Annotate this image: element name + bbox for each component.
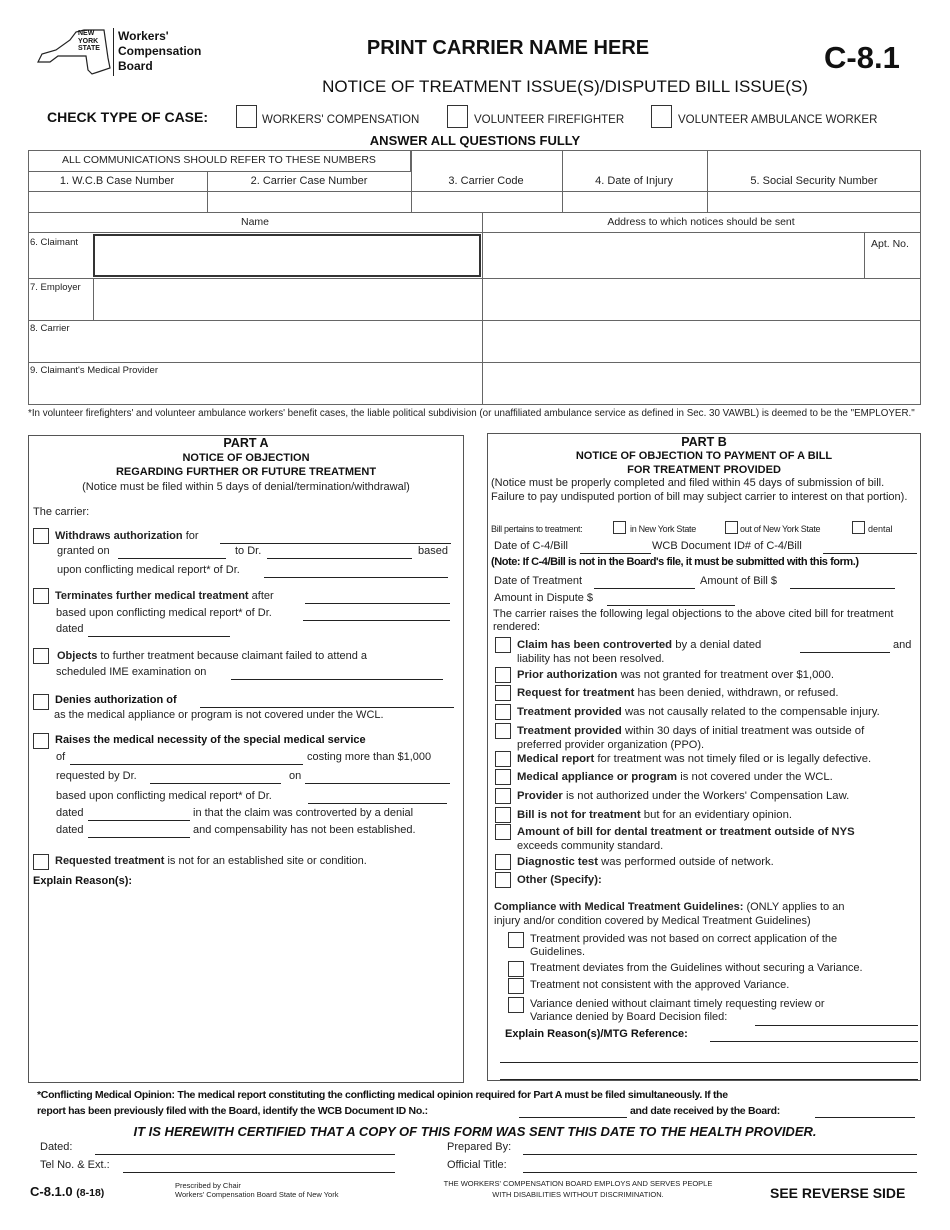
- objection-label: Prior authorization: [517, 669, 618, 681]
- service-field[interactable]: [70, 764, 303, 765]
- explain-field-1[interactable]: [710, 1041, 918, 1042]
- address-header: Address to which notices should be sent: [607, 216, 795, 228]
- part-a-subtitle-1: NOTICE OF OBJECTION: [182, 452, 310, 464]
- objection-rest: is not authorized under the Workers' Compensation Law.: [565, 790, 850, 802]
- certification-statement: IT IS HEREWITH CERTIFIED THAT A COPY OF THIS FORM WAS SENT THIS DATE TO THE HEALTH PROVIDER.: [133, 1124, 817, 1139]
- objection-label: Medical report: [517, 753, 595, 765]
- objection-label: Claim has been controverted: [517, 639, 673, 651]
- part-b-notice: (Notice must be properly completed and filed within 45 days of submission of bill. Failure to pay undisputed portion of bill may subject carrier to interest on that portion).: [491, 477, 908, 503]
- part-a-explain-label: Explain Reason(s):: [33, 875, 133, 887]
- necessity-dated-field-2[interactable]: [88, 837, 190, 838]
- part-b-subtitle-2: FOR TREATMENT PROVIDED: [627, 464, 781, 476]
- objection-rest: was performed outside of network.: [601, 856, 774, 868]
- terminates-dated-label: dated: [56, 623, 84, 635]
- provider-label: 9. Claimant's Medical Provider: [30, 365, 158, 376]
- objection-rest: has been denied, withdrawn, or refused.: [637, 687, 839, 699]
- mtg-checkbox[interactable]: [508, 978, 524, 994]
- employer-name-field[interactable]: [93, 278, 483, 321]
- necessity-dated-label-2: dated: [56, 824, 84, 836]
- requested-treatment-checkbox[interactable]: [33, 854, 49, 870]
- objection-label: Treatment provided: [517, 725, 622, 737]
- requested-by-label: requested by Dr.: [56, 770, 137, 782]
- prescribed-line-1: Prescribed by Chair: [175, 1181, 241, 1190]
- tel-field[interactable]: [123, 1172, 395, 1173]
- denies-field[interactable]: [200, 707, 454, 708]
- terminates-dated-field[interactable]: [88, 636, 230, 637]
- apt-label: Apt. No.: [871, 238, 909, 250]
- pertains-out-of-nys-checkbox[interactable]: [725, 521, 738, 534]
- carrier-name[interactable]: PRINT CARRIER NAME HERE: [366, 37, 650, 59]
- objection-checkbox[interactable]: [495, 751, 511, 767]
- pertains-label: Bill pertains to treatment:: [491, 524, 583, 534]
- mtg-item-label: Treatment not consistent with the approved Variance.: [530, 979, 790, 991]
- objection-rest: within 30 days of initial treatment was outside of: [624, 725, 865, 737]
- form-number: C-8.1: [824, 40, 900, 75]
- part-b-title: PART B: [681, 435, 727, 449]
- objection-line-2: preferred provider organization (PPO).: [517, 739, 705, 751]
- mtg-heading: Compliance with Medical Treatment Guidelines:: [494, 901, 744, 913]
- conflicting-opinion-text-2: report has been previously filed with the Board, identify the WCB Document ID No.:: [37, 1105, 428, 1117]
- case-type-firefighter-label: VOLUNTEER FIREFIGHTER: [474, 114, 625, 126]
- pertains-out-of-nys-label: out of New York State: [740, 524, 821, 534]
- case-type-ambulance-label: VOLUNTEER AMBULANCE WORKER: [678, 114, 878, 126]
- objection-checkbox[interactable]: [495, 667, 511, 683]
- col-carrier-code: 3. Carrier Code: [448, 175, 524, 187]
- objection-checkbox[interactable]: [495, 788, 511, 804]
- objection-rest: was not causally related to the compensable injury.: [624, 706, 880, 718]
- objection-label: Medical appliance or program: [517, 771, 678, 783]
- logo-line-3: Board: [118, 59, 153, 73]
- official-title-field[interactable]: [523, 1172, 917, 1173]
- objections-intro: The carrier raises the following legal objections to the above cited bill for treatment rendered:: [493, 608, 894, 633]
- controverted-label: in that the claim was controverted by a denial: [193, 807, 414, 819]
- conflicting-opinion-text: *Conflicting Medical Opinion: The medical report constituting the conflicting medical opinion required for Part A must be filed simultaneously. If the: [37, 1089, 728, 1101]
- to-dr-label: to Dr.: [235, 545, 262, 557]
- objects-label: Objects: [57, 650, 98, 662]
- date-c4-label: Date of C-4/Bill: [494, 540, 568, 552]
- date-received-field[interactable]: [815, 1117, 915, 1118]
- objection-label: Request for treatment: [517, 687, 635, 699]
- requested-on-field[interactable]: [305, 783, 450, 784]
- mtg-checkbox[interactable]: [508, 997, 524, 1013]
- case-type-firefighter-checkbox[interactable]: [447, 105, 468, 128]
- objects-rest: to further treatment because claimant failed to attend a: [100, 650, 368, 662]
- wcb-doc-id-field[interactable]: [519, 1117, 627, 1118]
- granted-on-field[interactable]: [118, 558, 226, 559]
- necessity-dated-label-1: dated: [56, 807, 84, 819]
- necessity-dr-field[interactable]: [308, 803, 447, 804]
- objection-label: Amount of bill for dental treatment or treatment outside of NYS: [517, 826, 855, 838]
- objection-rest: for treatment was not timely filed or is legally defective.: [597, 753, 872, 765]
- objection-label: Treatment provided: [517, 706, 622, 718]
- date-of-injury-field[interactable]: [562, 191, 708, 213]
- col-date-of-injury: 4. Date of Injury: [595, 175, 673, 187]
- mtg-item-label: Treatment deviates from the Guidelines without securing a Variance.: [530, 962, 863, 974]
- mtg-item-line-2: Guidelines.: [530, 946, 586, 958]
- denies-rest: as the medical appliance or program is not covered under the WCL.: [54, 709, 384, 721]
- based-label: based: [418, 545, 448, 557]
- conflicting-report-label: upon conflicting medical report* of Dr.: [57, 564, 240, 576]
- mtg-checkbox[interactable]: [508, 932, 524, 948]
- terminates-conflicting-label: based upon conflicting medical report* of Dr.: [56, 607, 272, 619]
- ime-date-field[interactable]: [231, 679, 443, 680]
- ada-line-1: THE WORKERS' COMPENSATION BOARD EMPLOYS AND SERVES PEOPLE: [443, 1179, 713, 1188]
- pertains-nys-checkbox[interactable]: [613, 521, 626, 534]
- case-type-wc-checkbox[interactable]: [236, 105, 257, 128]
- objection-checkbox[interactable]: [495, 872, 511, 888]
- amount-bill-field[interactable]: [790, 588, 895, 589]
- terminates-after-field[interactable]: [305, 603, 450, 604]
- part-a-title: PART A: [223, 436, 269, 450]
- carrier-case-number-field[interactable]: [207, 191, 412, 213]
- compensability-label: and compensability has not been established.: [193, 824, 416, 836]
- wcb-doc-field[interactable]: [823, 553, 917, 554]
- requested-treatment-rest: is not for an established site or condition.: [167, 855, 367, 867]
- mtg-checkbox[interactable]: [508, 961, 524, 977]
- terminates-rest: after: [251, 590, 274, 602]
- terminates-dr-field[interactable]: [303, 620, 450, 621]
- name-header: Name: [240, 216, 270, 228]
- logo-state-text: NEW YORK STATE: [78, 30, 100, 52]
- pertains-dental-label: dental: [868, 524, 893, 534]
- col-wcb-case-number: 1. W.C.B Case Number: [59, 175, 175, 187]
- pertains-dental-checkbox[interactable]: [852, 521, 865, 534]
- medical-necessity-label: Raises the medical necessity of the special medical service: [55, 734, 366, 746]
- to-dr-field[interactable]: [267, 558, 412, 559]
- employer-label: 7. Employer: [30, 282, 81, 293]
- objection-checkbox[interactable]: [495, 854, 511, 870]
- logo-line-1: Workers': [118, 29, 169, 43]
- case-type-ambulance-checkbox[interactable]: [651, 105, 672, 128]
- objection-line-2: exceeds community standard.: [517, 840, 664, 852]
- ime-label: scheduled IME examination on: [56, 666, 207, 678]
- amount-dispute-field[interactable]: [607, 605, 735, 606]
- objection-checkbox[interactable]: [495, 685, 511, 701]
- date-treatment-label: Date of Treatment: [494, 575, 583, 587]
- mtg-item-line-2: Variance denied by Board Decision filed:: [530, 1011, 728, 1023]
- withdraws-for-field[interactable]: [220, 543, 451, 544]
- date-c4-field[interactable]: [580, 553, 651, 554]
- objection-rest: by a denial dated: [675, 639, 762, 651]
- objection-checkbox[interactable]: [495, 637, 511, 653]
- objection-line-2: liability has not been resolved.: [517, 653, 665, 665]
- objection-checkbox[interactable]: [495, 824, 511, 840]
- amount-bill-label: Amount of Bill $: [700, 575, 778, 587]
- see-reverse-side: SEE REVERSE SIDE: [770, 1185, 906, 1201]
- objection-checkbox[interactable]: [495, 807, 511, 823]
- mtg-line-2: injury and/or condition covered by Medical Treatment Guidelines): [494, 915, 811, 927]
- c4-note: (Note: If C-4/Bill is not in the Board's file, it must be submitted with this form.): [491, 556, 859, 568]
- official-title-label: Official Title:: [447, 1159, 507, 1171]
- ssn-field[interactable]: [707, 191, 921, 213]
- wcb-doc-label: WCB Document ID# of C-4/Bill: [652, 540, 802, 552]
- mtg-item-label: Treatment provided was not based on correct application of the: [530, 933, 838, 945]
- carrier-name-field[interactable]: [28, 320, 483, 363]
- objection-tail: and: [893, 639, 912, 651]
- tel-label: Tel No. & Ext.:: [40, 1159, 110, 1171]
- carrier-label: 8. Carrier: [30, 323, 70, 334]
- part-b-subtitle-1: NOTICE OF OBJECTION TO PAYMENT OF A BILL: [575, 450, 833, 462]
- denies-authorization-checkbox[interactable]: [33, 694, 49, 710]
- claimant-label: 6. Claimant: [30, 237, 79, 248]
- objection-checkbox[interactable]: [495, 769, 511, 785]
- case-type-label: CHECK TYPE OF CASE:: [47, 109, 209, 125]
- date-treatment-field[interactable]: [594, 588, 695, 589]
- objection-rest: was not granted for treatment over $1,000.: [620, 669, 835, 681]
- objection-label: Provider: [517, 790, 563, 802]
- logo-line-2: Compensation: [118, 44, 202, 58]
- prepared-by-field[interactable]: [523, 1154, 917, 1155]
- requested-by-field[interactable]: [150, 783, 281, 784]
- mtg-rest: (ONLY applies to an: [746, 901, 845, 913]
- objects-checkbox[interactable]: [33, 648, 49, 664]
- on-label: on: [289, 770, 302, 782]
- withdraws-label: Withdraws authorization: [55, 530, 183, 542]
- claimant-address-field[interactable]: [482, 232, 865, 279]
- terminates-treatment-checkbox[interactable]: [33, 588, 49, 604]
- answer-all-instruction: ANSWER ALL QUESTIONS FULLY: [369, 133, 581, 148]
- prescribed-line-2: Workers' Compensation Board State of New York: [175, 1190, 339, 1199]
- costing-label: costing more than $1,000: [307, 751, 432, 763]
- part-b-explain-label: Explain Reason(s)/MTG Reference:: [505, 1028, 688, 1040]
- explain-field-3[interactable]: [500, 1079, 918, 1080]
- dated-label: Dated:: [40, 1141, 73, 1153]
- objection-label: Bill is not for treatment: [517, 809, 641, 821]
- terminates-label: Terminates further medical treatment: [55, 590, 249, 602]
- explain-field-2[interactable]: [500, 1062, 918, 1063]
- objection-label: Diagnostic test: [517, 856, 598, 868]
- col-carrier-case-number: 2. Carrier Case Number: [250, 175, 368, 187]
- necessity-conflicting-label: based upon conflicting medical report* of Dr.: [56, 790, 272, 802]
- objection-checkbox[interactable]: [495, 723, 511, 739]
- granted-on-label: granted on: [57, 545, 110, 557]
- carrier-code-field[interactable]: [411, 191, 563, 213]
- case-type-wc-label: WORKERS' COMPENSATION: [262, 114, 420, 126]
- claimant-name-field[interactable]: [93, 234, 481, 277]
- withdraws-rest: for: [185, 530, 199, 542]
- employer-address-field[interactable]: [482, 278, 921, 321]
- objection-label: Other (Specify):: [517, 874, 602, 886]
- table-banner: ALL COMMUNICATIONS SHOULD REFER TO THESE NUMBERS: [62, 154, 376, 166]
- objection-rest: is not covered under the WCL.: [680, 771, 833, 783]
- part-a-subtitle-2: REGARDING FURTHER OR FUTURE TREATMENT: [115, 466, 377, 478]
- volunteer-footnote: *In volunteer firefighters' and volunteer ambulance workers' benefit cases, the liable political subdivision (or unaffiliated ambulance service as defined in Sec. 30 VAWBL) is deemed to be the "EMPLOYER.": [28, 408, 915, 419]
- pertains-nys-label: in New York State: [630, 524, 696, 534]
- provider-address-field[interactable]: [482, 362, 921, 405]
- date-received-label: and date received by the Board:: [630, 1105, 780, 1117]
- amount-dispute-label: Amount in Dispute $: [494, 592, 594, 604]
- form-title: NOTICE OF TREATMENT ISSUE(S)/DISPUTED BILL ISSUE(S): [322, 77, 808, 96]
- objection-checkbox[interactable]: [495, 704, 511, 720]
- objection-rest: but for an evidentiary opinion.: [643, 809, 793, 821]
- mtg-item-label: Variance denied without claimant timely requesting review or: [530, 998, 825, 1010]
- ada-line-2: WITH DISABILITIES WITHOUT DISCRIMINATION.: [492, 1190, 664, 1199]
- necessity-dated-field-1[interactable]: [88, 820, 190, 821]
- board-decision-filed-field[interactable]: [755, 1025, 918, 1026]
- conflicting-dr-field[interactable]: [264, 577, 448, 578]
- prepared-by-label: Prepared By:: [447, 1141, 512, 1153]
- form-code: C-8.1.0: [30, 1184, 73, 1199]
- carrier-address-field[interactable]: [482, 320, 921, 363]
- of-label: of: [56, 751, 66, 763]
- denial-date-field[interactable]: [800, 652, 890, 653]
- dated-field[interactable]: [95, 1154, 395, 1155]
- medical-necessity-checkbox[interactable]: [33, 733, 49, 749]
- part-a-intro: The carrier:: [33, 506, 90, 518]
- denies-label: Denies authorization of: [55, 694, 177, 706]
- form-revision: (8-18): [76, 1187, 105, 1199]
- wcb-case-number-field[interactable]: [28, 191, 208, 213]
- col-ssn: 5. Social Security Number: [750, 175, 878, 187]
- requested-treatment-label: Requested treatment: [55, 855, 165, 867]
- withdraws-authorization-checkbox[interactable]: [33, 528, 49, 544]
- part-a-notice: (Notice must be filed within 5 days of denial/termination/withdrawal): [82, 481, 410, 493]
